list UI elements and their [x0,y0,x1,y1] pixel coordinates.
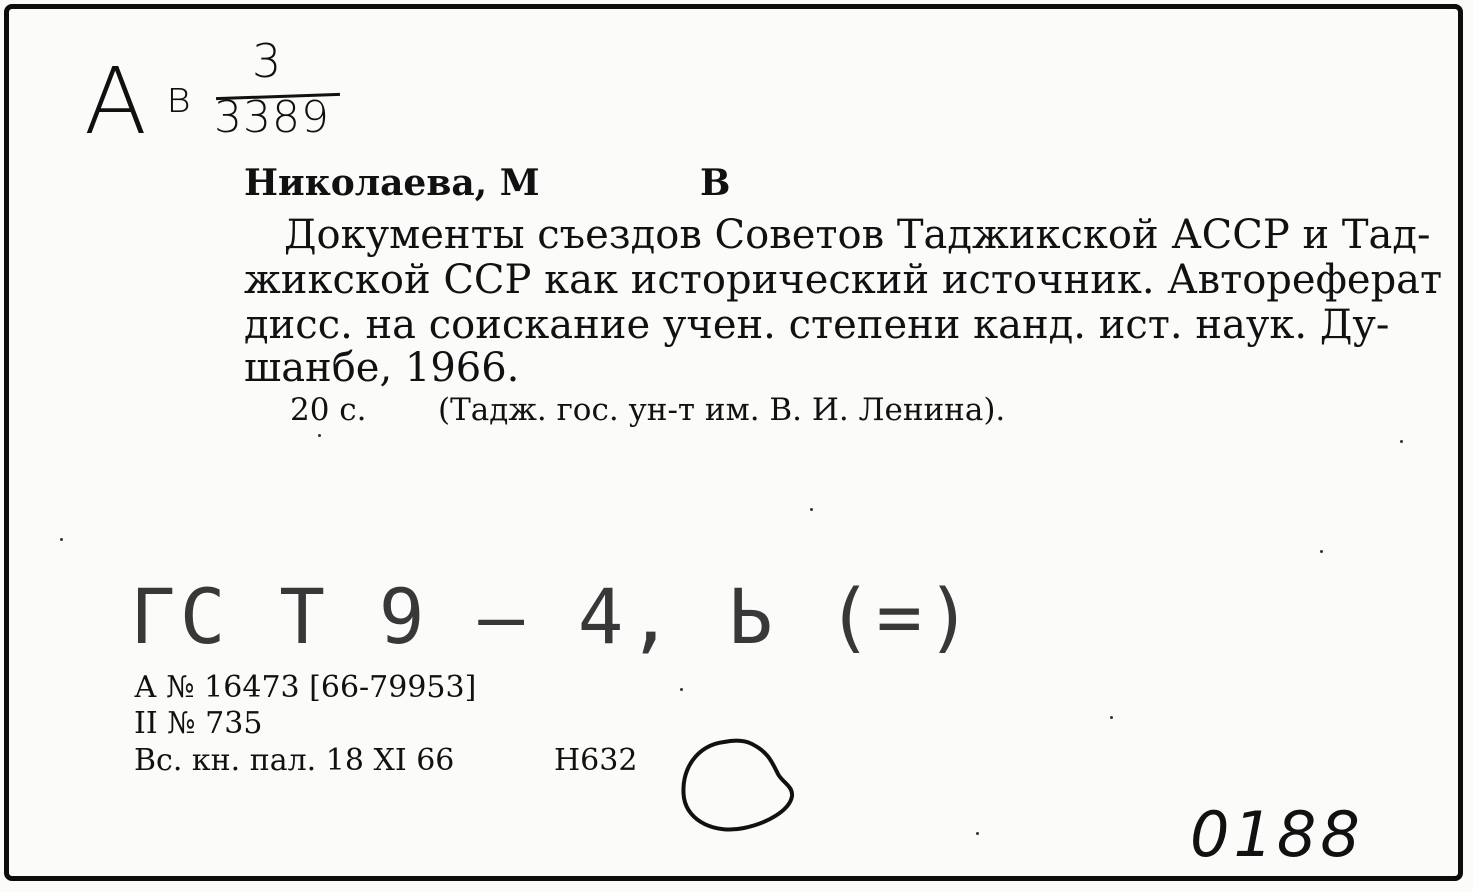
author-initial: В [700,162,731,204]
speck [60,538,63,541]
accession-line: II № 735 [134,706,263,741]
speck [318,434,321,437]
hole-mark-icon [672,730,802,840]
accession-line: А № 16473 [66-79953] [134,670,477,705]
publisher-series: (Тадж. гос. ун-т им. В. И. Ленина). [438,392,1006,428]
title-line: шанбе, 1966. [244,345,520,391]
speck [976,832,979,835]
speck [1400,440,1403,443]
speck [680,688,683,691]
inventory-number: 0188 [1190,798,1364,871]
classification-stamp: ГС Т 9 – 4, Ь (=) [130,572,976,661]
page-count: 20 с. [290,392,367,428]
call-number-denominator: 3389 [214,92,330,143]
chamber-line: Вс. кн. пал. 18 XI 66 [134,743,455,778]
title-line: Документы съездов Советов Таджикской АССР и Тад- [284,212,1431,258]
speck [810,508,813,511]
title-line: жикской ССР как исторический источник. Автореферат [244,257,1443,303]
call-number-letter: А [84,48,147,155]
speck [1320,550,1323,553]
author-name: Николаева, М [244,162,540,204]
call-number-numerator: 3 [252,34,282,88]
call-number-subletter: в [166,72,192,123]
speck [1110,716,1113,719]
chamber-code: Н632 [554,743,638,778]
title-line: дисс. на соискание учен. степени канд. ист. наук. Ду- [244,302,1390,348]
